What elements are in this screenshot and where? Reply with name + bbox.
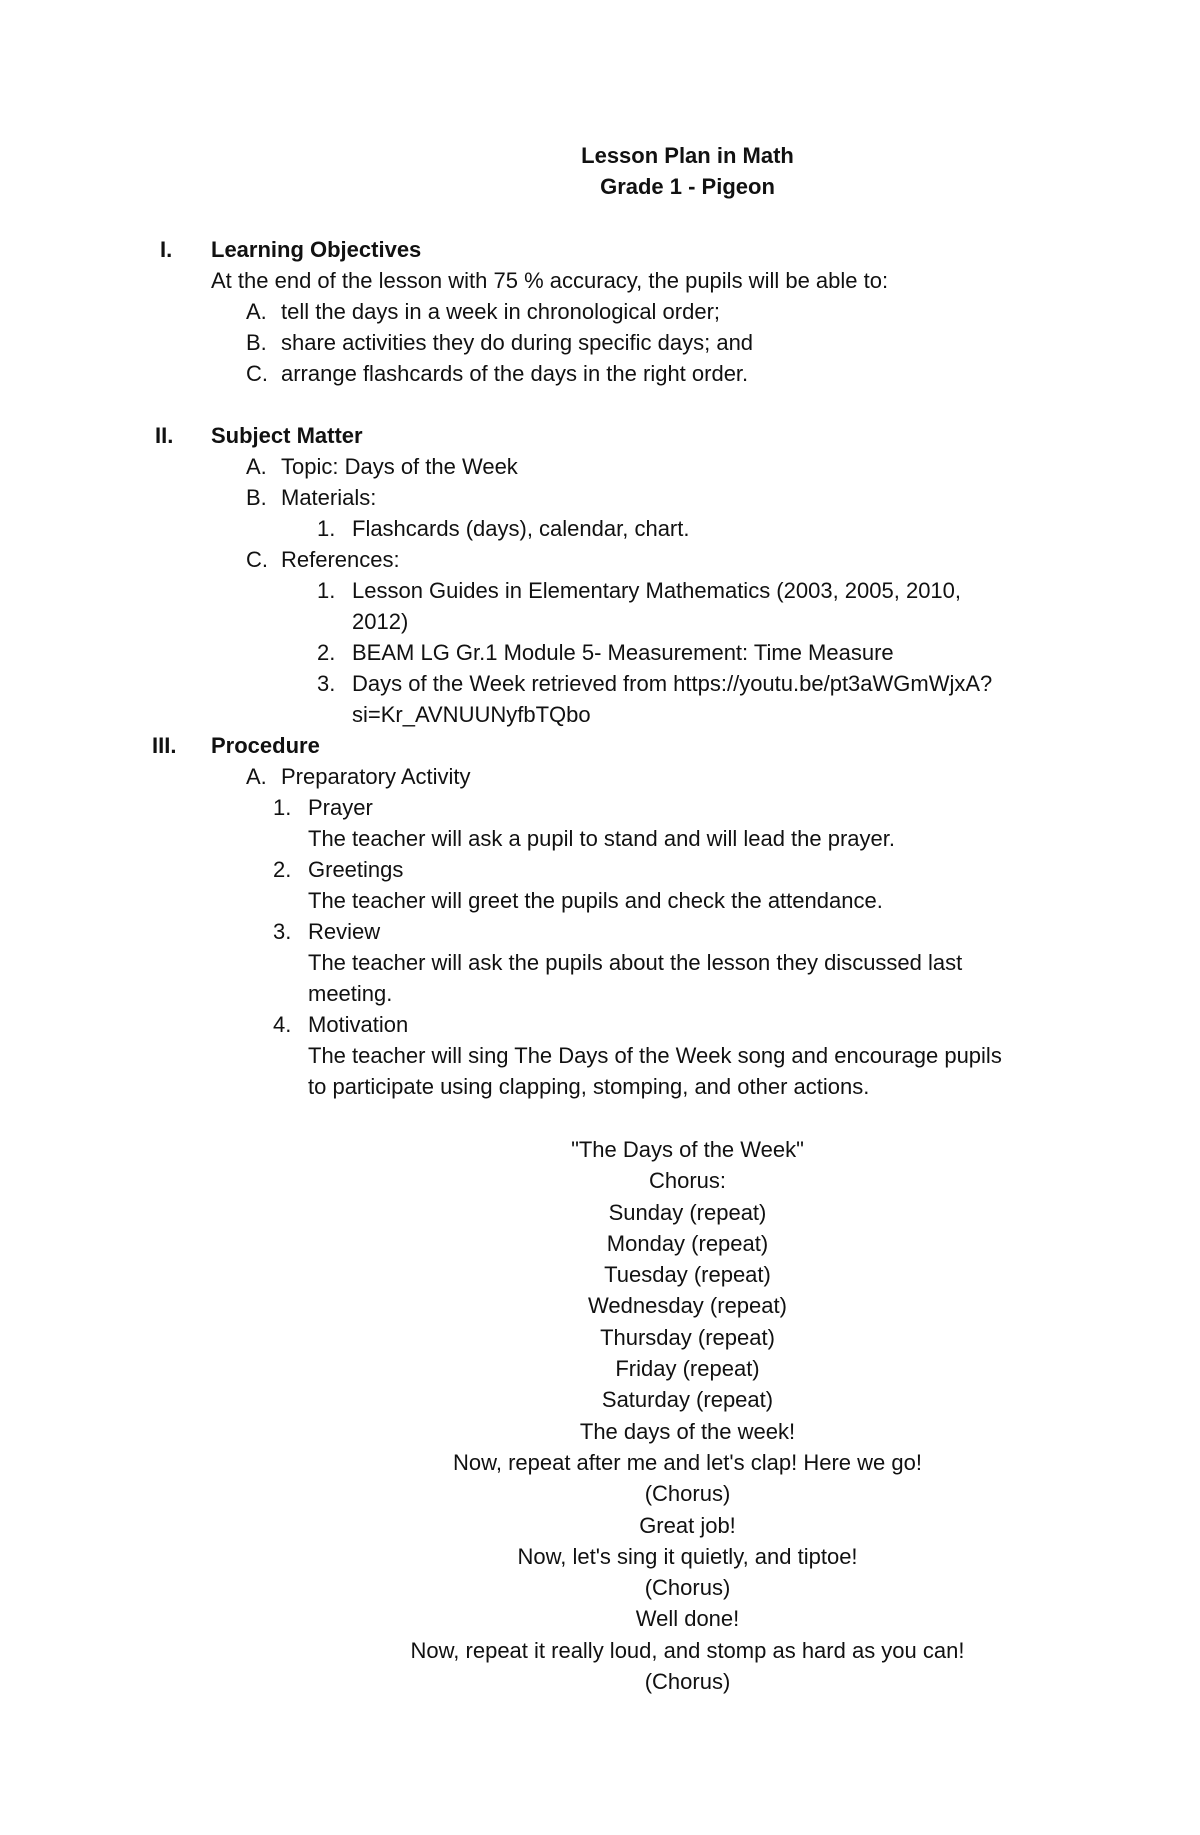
song-line: (Chorus) xyxy=(644,1669,731,1695)
song-line: Monday (repeat) xyxy=(606,1230,769,1256)
topic-text: Topic: Days of the Week xyxy=(281,454,518,479)
step-2-marker: 2. xyxy=(273,857,292,882)
song-line: The days of the week! xyxy=(579,1418,796,1444)
section-1-heading: Learning Objectives xyxy=(211,237,422,262)
song-line: (Chorus) xyxy=(644,1575,731,1601)
step-1-marker: 1. xyxy=(273,795,292,820)
document-title: Lesson Plan in Math xyxy=(581,143,794,168)
step-3-title: Review xyxy=(308,919,381,944)
song-line: Tuesday (repeat) xyxy=(604,1262,771,1288)
objective-a-text: tell the days in a week in chronological order; xyxy=(281,299,721,324)
material-1-marker: 1. xyxy=(317,516,336,541)
section-2-heading: Subject Matter xyxy=(211,423,363,448)
reference-3-marker: 3. xyxy=(317,671,336,696)
objective-c-marker: C. xyxy=(246,361,268,386)
section-2-numeral: II. xyxy=(155,423,174,448)
reference-2-marker: 2. xyxy=(317,640,336,665)
reference-1-line2: 2012) xyxy=(352,609,409,634)
step-3-description-line1: The teacher will ask the pupils about the lesson they discussed last xyxy=(308,950,963,975)
reference-3-line2: si=Kr_AVNUUNyfbTQbo xyxy=(352,702,591,727)
song-line: Friday (repeat) xyxy=(615,1356,760,1382)
song-line: Saturday (repeat) xyxy=(601,1387,774,1413)
step-3-description-line2: meeting. xyxy=(308,981,393,1006)
song-line: (Chorus) xyxy=(644,1481,731,1507)
section-1-numeral: I. xyxy=(160,237,173,262)
step-2-description: The teacher will greet the pupils and check the attendance. xyxy=(308,888,883,913)
references-marker: C. xyxy=(246,547,268,572)
step-1-title: Prayer xyxy=(308,795,373,820)
objectives-intro: At the end of the lesson with 75 % accuracy, the pupils will be able to: xyxy=(211,268,889,293)
step-4-marker: 4. xyxy=(273,1012,292,1037)
materials-label: Materials: xyxy=(281,485,377,510)
reference-1-marker: 1. xyxy=(317,578,336,603)
procedure-a-marker: A. xyxy=(246,764,267,789)
section-3-heading: Procedure xyxy=(211,733,320,758)
song-line: Thursday (repeat) xyxy=(600,1324,775,1350)
step-4-description-line2: to participate using clapping, stomping, and other actions. xyxy=(308,1074,870,1099)
objective-c-text: arrange flashcards of the days in the right order. xyxy=(281,361,749,386)
document-subtitle: Grade 1 - Pigeon xyxy=(600,174,775,199)
song-lyrics xyxy=(0,1134,1200,1697)
song-title: "The Days of the Week" xyxy=(571,1137,804,1162)
song-line: Well done! xyxy=(635,1606,740,1632)
step-3-marker: 3. xyxy=(273,919,292,944)
song-line: Wednesday (repeat) xyxy=(588,1293,787,1319)
song-line: Now, repeat it really loud, and stomp as hard as you can! xyxy=(410,1637,965,1663)
step-4-description-line1: The teacher will sing The Days of the Week song and encourage pupils xyxy=(308,1043,1002,1068)
procedure-a-text: Preparatory Activity xyxy=(281,764,471,789)
objective-b-text: share activities they do during specific days; and xyxy=(281,330,754,355)
song-line: Now, let's sing it quietly, and tiptoe! xyxy=(517,1543,858,1569)
reference-2-line1: BEAM LG Gr.1 Module 5- Measurement: Time Measure xyxy=(352,640,894,665)
song-line: Sunday (repeat) xyxy=(608,1199,767,1225)
step-2-title: Greetings xyxy=(308,857,404,882)
topic-marker: A. xyxy=(246,454,267,479)
objective-a-marker: A. xyxy=(246,299,267,324)
step-4-title: Motivation xyxy=(308,1012,409,1037)
song-line: Now, repeat after me and let's clap! Here we go! xyxy=(453,1449,922,1475)
section-3-numeral: III. xyxy=(152,733,177,758)
material-1-text: Flashcards (days), calendar, chart. xyxy=(352,516,690,541)
song-line: Great job! xyxy=(639,1512,736,1538)
references-label: References: xyxy=(281,547,400,572)
reference-3-line1: Days of the Week retrieved from https://youtu.be/pt3aWGmWjxA? xyxy=(352,671,993,696)
song-line: Chorus: xyxy=(648,1168,727,1194)
reference-1-line1: Lesson Guides in Elementary Mathematics (2003, 2005, 2010, xyxy=(352,578,962,603)
step-1-description: The teacher will ask a pupil to stand and will lead the prayer. xyxy=(308,826,895,851)
materials-marker: B. xyxy=(246,485,267,510)
objective-b-marker: B. xyxy=(246,330,267,355)
